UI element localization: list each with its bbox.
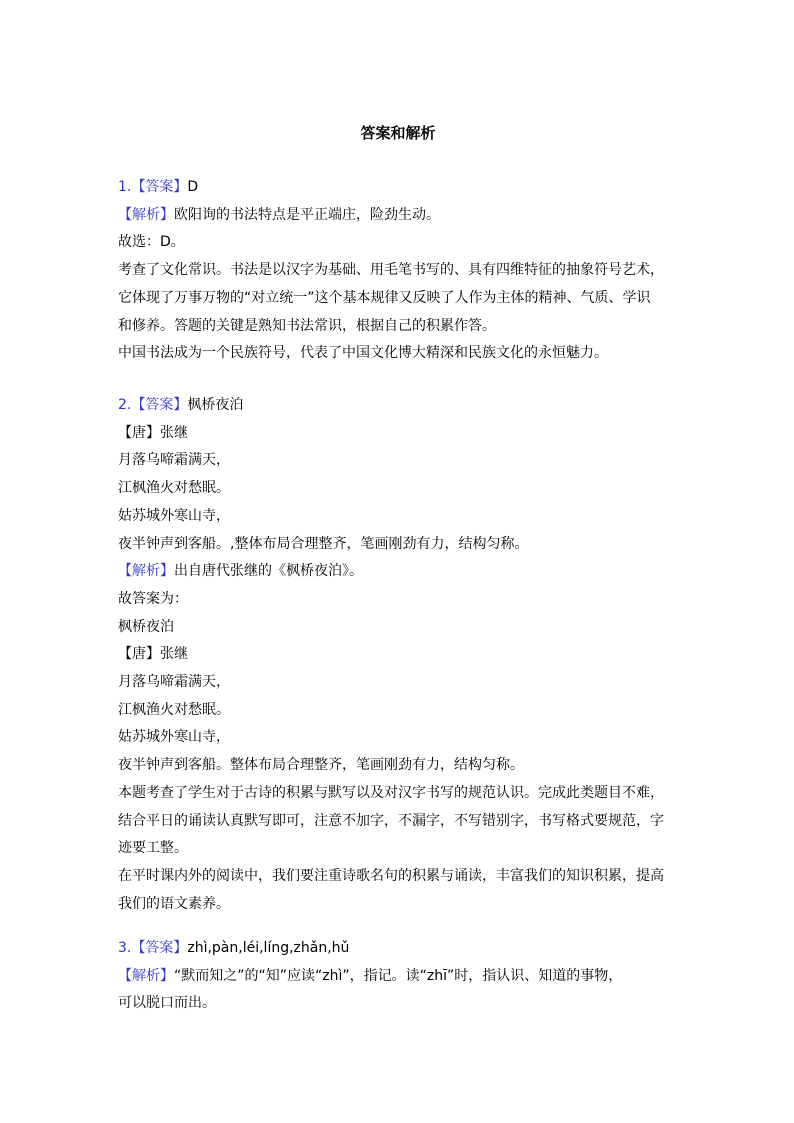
- item-number: 2.: [118, 397, 132, 413]
- text-line: 故选：D。: [118, 234, 185, 251]
- analysis-text: “默而知之”的“知”应读“zhì”，指记。读“zhī”时，指认识、知道的事物，: [174, 967, 623, 984]
- analysis-line: [118, 963, 678, 991]
- answer-line: [118, 935, 678, 963]
- answer-value: zhì,pàn,léi,líng,zhǎn,hǔ: [187, 940, 350, 956]
- text-line: 江枫渔火对愁眠。: [118, 701, 230, 718]
- analysis-text: 欧阳询的书法特点是平正端庄，险劲生动。: [174, 206, 440, 223]
- analysis-text: 出自唐代张继的《枫桥夜泊》。: [174, 563, 363, 580]
- text-line: 姑苏城外寒山寺，: [118, 507, 230, 524]
- answer-tag: 【答案】: [131, 179, 188, 195]
- text-line: 月落乌啼霜满天，: [118, 452, 230, 469]
- analysis-line: [118, 202, 678, 230]
- text-line: 我们的语文素养。: [118, 895, 230, 912]
- item-number: 1.: [118, 179, 132, 195]
- text-line: 夜半钟声到客船。,整体布局合理整齐，笔画刚劲有力，结构匀称。: [118, 535, 529, 552]
- answer-tag: 【答案】: [131, 940, 188, 956]
- analysis-line: [118, 558, 678, 586]
- text-line: 【唐】张继: [118, 424, 188, 441]
- page-title: 答案和解析: [360, 124, 436, 142]
- text-line: 考查了文化常识。书法是以汉字为基础、用毛笔书写的、具有四维特征的抽象符号艺术，: [118, 262, 664, 279]
- text-line: 江枫渔火对愁眠。: [118, 480, 230, 497]
- analysis-tag: 【解析】: [118, 563, 174, 580]
- analysis-tag: 【解析】: [118, 206, 174, 223]
- answer-value: 枫桥夜泊: [187, 397, 244, 413]
- text-line: 中国书法成为一个民族符号，代表了中国文化博大精深和民族文化的永恒魅力。: [118, 345, 608, 362]
- answer-item-3: [118, 935, 678, 1018]
- answer-value: D: [187, 179, 199, 195]
- text-line: 月落乌啼霜满天，: [118, 674, 230, 691]
- item-number: 3.: [118, 940, 132, 956]
- answer-line: [118, 392, 678, 420]
- text-line: 【唐】张继: [118, 646, 188, 663]
- analysis-tag: 【解析】: [118, 967, 174, 984]
- text-line: 姑苏城外寒山寺，: [118, 729, 230, 746]
- answer-line: [118, 174, 678, 202]
- answer-item-2: [118, 392, 678, 918]
- text-line: 迹要工整。: [118, 840, 188, 857]
- text-line: 在平时课内外的阅读中，我们要注重诗歌名句的积累与诵读，丰富我们的知识积累，提高: [118, 867, 664, 884]
- text-line: 它体现了万事万物的“对立统一”这个基本规律又反映了人作为主体的精神、气质、学识: [118, 289, 651, 306]
- text-line: 本题考查了学生对于古诗的积累与默写以及对汉字书写的规范认识。完成此类题目不难，: [118, 784, 664, 801]
- text-line: 和修养。答题的关键是熟知书法常识，根据自己的积累作答。: [118, 317, 496, 334]
- text-line: 枫桥夜泊: [118, 618, 174, 635]
- text-line: 夜半钟声到客船。整体布局合理整齐，笔画刚劲有力，结构匀称。: [118, 757, 524, 774]
- text-line: 可以脱口而出。: [118, 995, 216, 1012]
- text-line: 结合平日的诵读认真默写即可，注意不加字，不漏字，不写错别字，书写格式要规范，字: [118, 812, 664, 829]
- text-line: 故答案为：: [118, 590, 188, 607]
- answer-tag: 【答案】: [131, 397, 188, 413]
- answer-item-1: [118, 174, 678, 368]
